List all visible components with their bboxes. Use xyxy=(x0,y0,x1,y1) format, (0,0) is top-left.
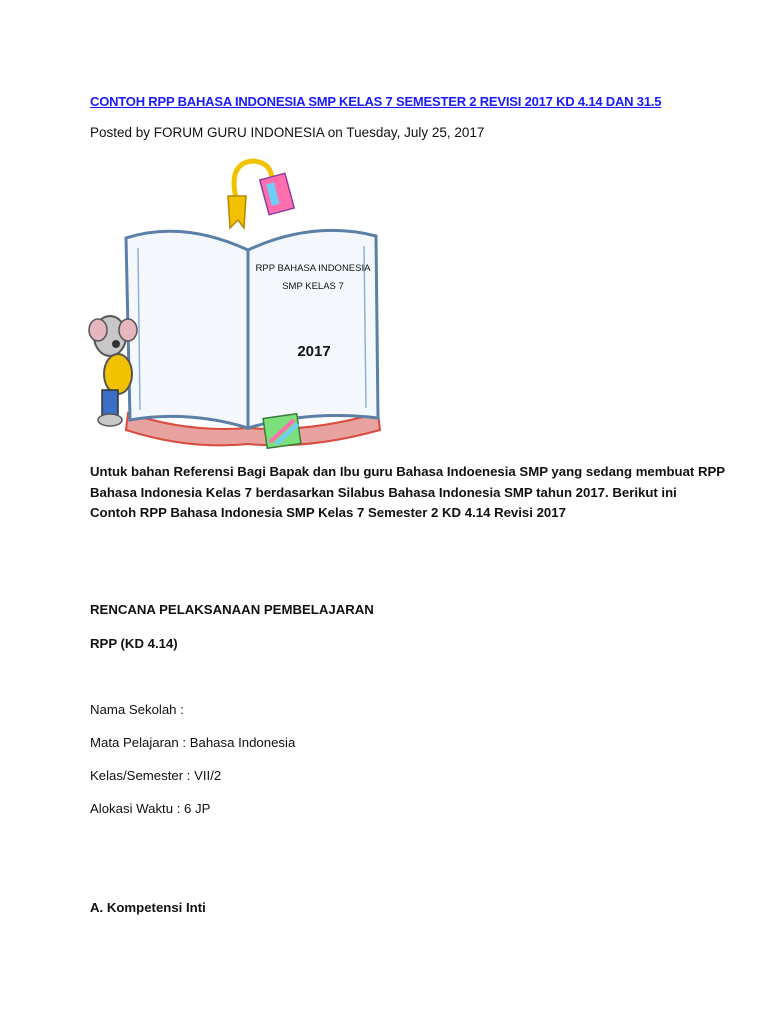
book-text-line2: SMP KELAS 7 xyxy=(282,281,344,292)
book-year: 2017 xyxy=(297,343,331,360)
doc-subheading: RPP (KD 4.14) xyxy=(90,636,178,651)
intro-line: Contoh RPP Bahasa Indonesia SMP Kelas 7 Semester 2 KD 4.14 Revisi 2017 xyxy=(90,505,566,520)
field-nama-sekolah: Nama Sekolah : xyxy=(90,702,184,717)
field-alokasi-waktu: Alokasi Waktu : 6 JP xyxy=(90,801,211,816)
doc-heading: RENCANA PELAKSANAAN PEMBELAJARAN xyxy=(90,602,374,617)
book-text-line1: RPP BAHASA INDONESIA xyxy=(255,263,371,274)
section-a-heading: A. Kompetensi Inti xyxy=(90,900,206,915)
intro-line: Untuk bahan Referensi Bagi Bapak dan Ibu guru Bahasa Indoenesia SMP yang sedang membuat RPP xyxy=(90,464,726,479)
book-illustration xyxy=(88,158,400,456)
field-mata-pelajaran: Mata Pelajaran : Bahasa Indonesia xyxy=(90,735,296,750)
intro-line: Bahasa Indonesia Kelas 7 berdasarkan Silabus Bahasa Indonesia SMP tahun 2017. Berikut ini xyxy=(90,484,677,500)
post-byline: Posted by FORUM GURU INDONESIA on Tuesday, July 25, 2017 xyxy=(90,125,485,140)
post-title-link[interactable]: CONTOH RPP BAHASA INDONESIA SMP KELAS 7 SEMESTER 2 REVISI 2017 KD 4.14 DAN 31.5 xyxy=(90,94,662,109)
intro-paragraph xyxy=(90,462,726,524)
field-kelas-semester: Kelas/Semester : VII/2 xyxy=(90,768,222,783)
